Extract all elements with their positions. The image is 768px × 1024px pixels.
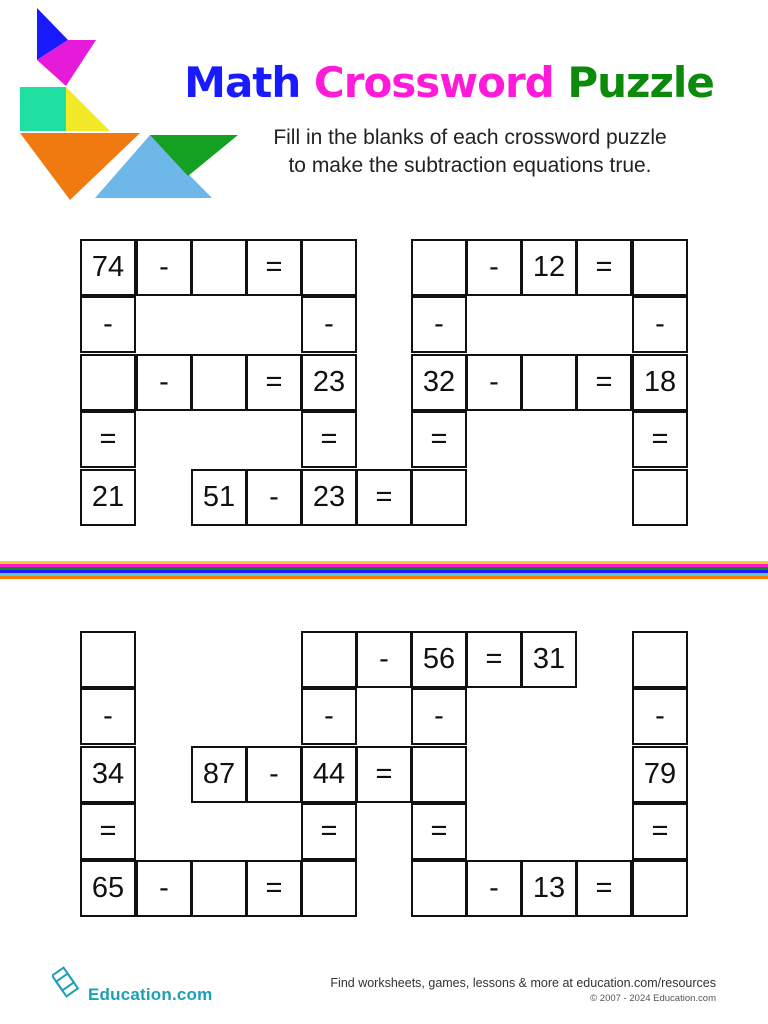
- number-cell: 31: [521, 631, 577, 688]
- operator-cell: =: [80, 411, 136, 468]
- instructions-line-1: Fill in the blanks of each crossword puzzle: [273, 126, 667, 149]
- number-cell: 12: [521, 239, 577, 296]
- footer-resources-link[interactable]: Find worksheets, games, lessons & more at education.com/resources: [330, 976, 716, 990]
- number-cell: 79: [632, 746, 688, 803]
- blank-input-cell[interactable]: [411, 746, 467, 803]
- operator-cell: -: [632, 688, 688, 745]
- operator-cell: =: [246, 860, 302, 917]
- operator-cell: -: [411, 296, 467, 353]
- operator-cell: =: [576, 860, 632, 917]
- operator-cell: =: [301, 411, 357, 468]
- blank-input-cell[interactable]: [301, 631, 357, 688]
- number-cell: 23: [301, 469, 357, 526]
- number-cell: 65: [80, 860, 136, 917]
- number-cell: 74: [80, 239, 136, 296]
- blank-input-cell[interactable]: [632, 631, 688, 688]
- number-cell: 51: [191, 469, 247, 526]
- operator-cell: =: [632, 803, 688, 860]
- title-word-puzzle: Puzzle: [567, 58, 714, 107]
- number-cell: 23: [301, 354, 357, 411]
- blank-input-cell[interactable]: [301, 860, 357, 917]
- operator-cell: -: [356, 631, 412, 688]
- operator-cell: -: [246, 746, 302, 803]
- blank-input-cell[interactable]: [632, 860, 688, 917]
- operator-cell: =: [246, 354, 302, 411]
- operator-cell: =: [356, 469, 412, 526]
- operator-cell: =: [576, 354, 632, 411]
- operator-cell: =: [246, 239, 302, 296]
- footer-copyright: © 2007 - 2024 Education.com: [590, 993, 716, 1004]
- operator-cell: =: [356, 746, 412, 803]
- operator-cell: =: [80, 803, 136, 860]
- operator-cell: =: [632, 411, 688, 468]
- operator-cell: -: [466, 354, 522, 411]
- operator-cell: -: [632, 296, 688, 353]
- operator-cell: -: [246, 469, 302, 526]
- operator-cell: =: [466, 631, 522, 688]
- operator-cell: -: [136, 239, 192, 296]
- number-cell: 34: [80, 746, 136, 803]
- operator-cell: -: [301, 296, 357, 353]
- operator-cell: -: [466, 860, 522, 917]
- footer-brand: Education.com: [88, 985, 213, 1004]
- blank-input-cell[interactable]: [411, 860, 467, 917]
- operator-cell: -: [136, 860, 192, 917]
- number-cell: 32: [411, 354, 467, 411]
- number-cell: 56: [411, 631, 467, 688]
- number-cell: 87: [191, 746, 247, 803]
- footer-text: [330, 976, 716, 1006]
- operator-cell: =: [411, 803, 467, 860]
- operator-cell: -: [136, 354, 192, 411]
- operator-cell: -: [301, 688, 357, 745]
- operator-cell: -: [80, 296, 136, 353]
- instructions-line-2: to make the subtraction equations true.: [288, 154, 652, 177]
- operator-cell: =: [301, 803, 357, 860]
- title-word-crossword: Crossword: [313, 58, 554, 107]
- number-cell: 13: [521, 860, 577, 917]
- blank-input-cell[interactable]: [80, 631, 136, 688]
- title-word-math: Math: [184, 58, 301, 107]
- operator-cell: =: [576, 239, 632, 296]
- operator-cell: -: [411, 688, 467, 745]
- operator-cell: -: [466, 239, 522, 296]
- operator-cell: -: [80, 688, 136, 745]
- blank-input-cell[interactable]: [191, 860, 247, 917]
- number-cell: 21: [80, 469, 136, 526]
- number-cell: 44: [301, 746, 357, 803]
- operator-cell: =: [411, 411, 467, 468]
- number-cell: 18: [632, 354, 688, 411]
- education-logo-icon: [52, 966, 86, 1002]
